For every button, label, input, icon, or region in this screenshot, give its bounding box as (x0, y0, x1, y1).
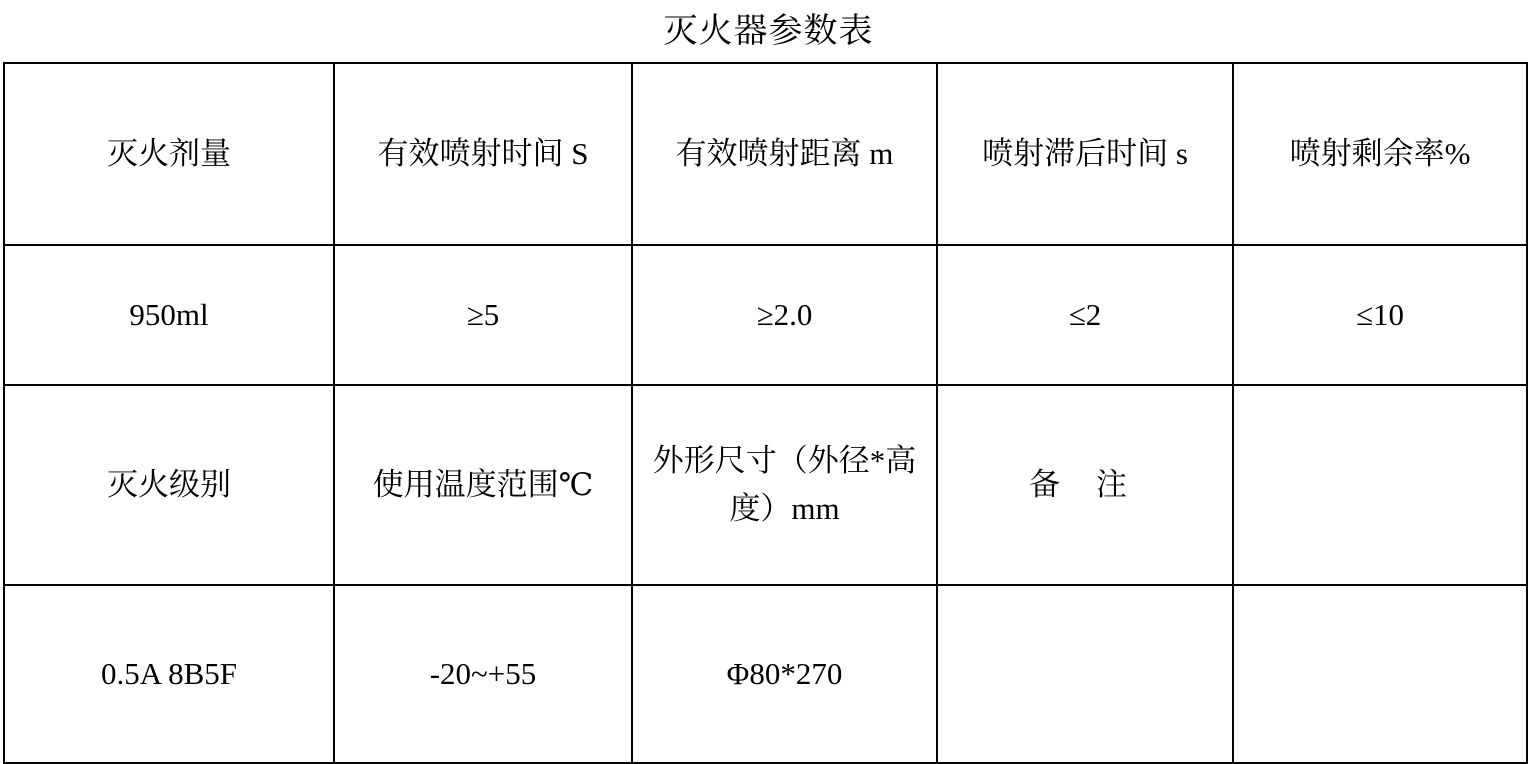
table-cell-r1c4: ≤10 (1233, 245, 1527, 385)
table-cell-r2c1: 使用温度范围℃ (334, 385, 632, 585)
table-cell-r2c3: 备 注 (937, 385, 1233, 585)
table-cell-r1c1: ≥5 (334, 245, 632, 385)
table-cell-r2c4 (1233, 385, 1527, 585)
table-row (4, 245, 1527, 385)
table-cell-r0c4: 喷射剩余率% (1233, 63, 1527, 245)
table-row (4, 63, 1527, 245)
fire-extinguisher-parameter-table (3, 62, 1528, 764)
table-cell-r2c0: 灭火级别 (4, 385, 334, 585)
table-cell-r3c1: -20~+55 (334, 585, 632, 763)
table-cell-r0c2: 有效喷射距离 m (632, 63, 937, 245)
table-cell-r0c0: 灭火剂量 (4, 63, 334, 245)
table-cell-r1c2: ≥2.0 (632, 245, 937, 385)
table-cell-r3c2: Φ80*270 (632, 585, 937, 763)
table-cell-r2c2: 外形尺寸（外径*高度）mm (632, 385, 937, 585)
page-title: 灭火器参数表 (663, 13, 874, 50)
table-row (4, 385, 1527, 585)
table-cell-r1c3: ≤2 (937, 245, 1233, 385)
table-cell-r3c3 (937, 585, 1233, 763)
table-cell-r3c4 (1233, 585, 1527, 763)
table-cell-r0c1: 有效喷射时间 S (334, 63, 632, 245)
table-cell-r1c0: 950ml (4, 245, 334, 385)
table-cell-r0c3: 喷射滞后时间 s (937, 63, 1233, 245)
table-cell-r3c0: 0.5A 8B5F (4, 585, 334, 763)
table-row (4, 585, 1527, 763)
